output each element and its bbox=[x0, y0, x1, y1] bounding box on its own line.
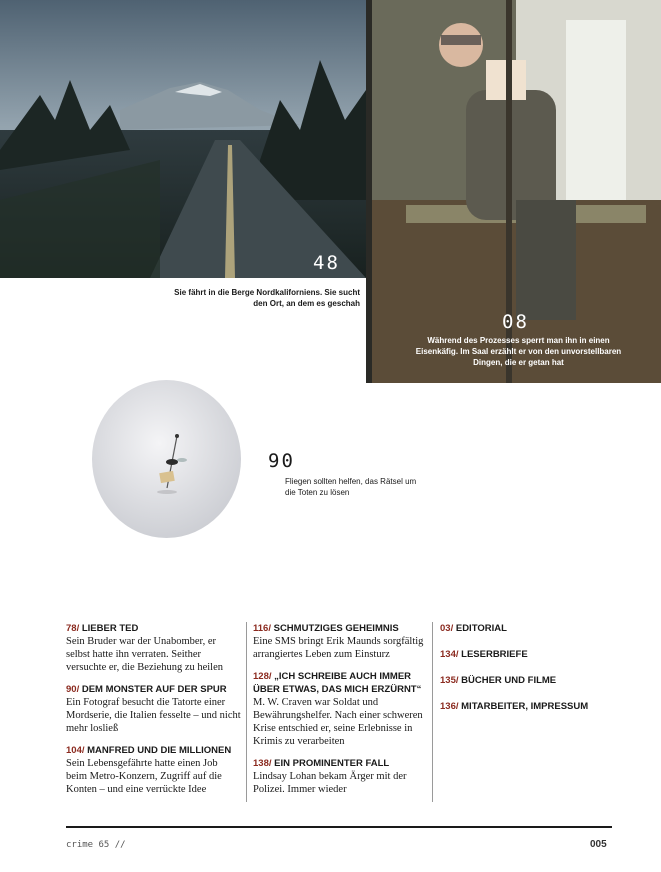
feature-number: 48 bbox=[313, 252, 340, 274]
column-divider bbox=[432, 622, 433, 802]
feature-caption: Während des Prozesses sperrt man ihn in einen Eisenkäfig. Im Saal erzählt er von den unvorstellbaren Dingen, die er getan hat bbox=[415, 336, 622, 367]
toc-page-number: 104/ bbox=[66, 745, 85, 756]
toc-description: Sein Lebensgefährte hatte einen Job beim Metro-Konzern, Zugriff auf die Konten – und eine verrückte Idee bbox=[66, 758, 222, 795]
toc-page-number: 03/ bbox=[440, 623, 454, 634]
toc-entry[interactable] bbox=[253, 622, 428, 661]
toc-entry[interactable] bbox=[66, 744, 241, 796]
toc-description: M. W. Craven war Soldat und Bewährungshelfer. Nach einer schweren Krise entschied er, seine Erlebnisse in Krimis zu verarbeiten bbox=[253, 697, 423, 747]
toc-title: MANFRED UND DIE MILLIONEN bbox=[87, 745, 232, 756]
toc-page-number: 128/ bbox=[253, 671, 272, 682]
photo-pinned-fly bbox=[92, 380, 241, 538]
footer-page-number: 005 bbox=[590, 839, 607, 850]
toc-page-number: 90/ bbox=[66, 684, 80, 695]
column-divider bbox=[246, 622, 247, 802]
toc-column-1 bbox=[66, 622, 241, 805]
toc-title: BÜCHER UND FILME bbox=[461, 675, 557, 686]
toc-entry[interactable] bbox=[66, 622, 241, 674]
toc-page-number: 135/ bbox=[440, 675, 459, 686]
toc-page-number: 134/ bbox=[440, 649, 459, 660]
feature-caption: Fliegen sollten helfen, das Rätsel um die Toten zu lösen bbox=[285, 477, 417, 497]
toc-description: Sein Bruder war der Unabomber, er selbst hatte ihn verraten. Seither versuchte er, die Beziehung zu heilen bbox=[66, 636, 224, 673]
toc-entry[interactable] bbox=[253, 670, 428, 748]
toc-page-number: 136/ bbox=[440, 701, 459, 712]
toc-entry[interactable] bbox=[440, 674, 620, 687]
toc-title: SCHMUTZIGES GEHEIMNIS bbox=[273, 623, 399, 634]
toc-description: Eine SMS bringt Erik Maunds sorgfältig arrangiertes Leben zum Einsturz bbox=[253, 636, 424, 660]
toc-title: LIEBER TED bbox=[81, 623, 139, 634]
toc-title: EDITORIAL bbox=[455, 623, 507, 634]
photo-mountain-road bbox=[0, 0, 366, 278]
feature-caption: Sie fährt in die Berge Nordkaliforniens. Sie sucht den Ort, an dem es geschah bbox=[174, 288, 360, 308]
toc-entry[interactable] bbox=[253, 757, 428, 796]
toc-page-number: 138/ bbox=[253, 758, 272, 769]
toc-entry[interactable] bbox=[440, 648, 620, 661]
toc-page-number: 78/ bbox=[66, 623, 80, 634]
toc-entry[interactable] bbox=[440, 700, 620, 713]
toc-title: MITARBEITER, IMPRESSUM bbox=[461, 701, 589, 712]
toc-title: „ICH SCHREIBE AUCH IMMER ÜBER ETWAS, DAS MICH ERZÜRNT“ bbox=[253, 671, 422, 695]
footer-rule bbox=[66, 826, 612, 828]
toc-entry[interactable] bbox=[440, 622, 620, 635]
toc-column-3 bbox=[440, 622, 620, 726]
toc-column-2 bbox=[253, 622, 428, 805]
toc-title: EIN PROMINENTER FALL bbox=[274, 758, 390, 769]
toc-description: Lindsay Lohan bekam Ärger mit der Polizei. Immer wieder bbox=[253, 771, 407, 795]
toc-title: DEM MONSTER AUF DER SPUR bbox=[81, 684, 227, 695]
toc-entry[interactable] bbox=[66, 683, 241, 735]
photo-courtroom bbox=[366, 0, 661, 383]
toc-title: LESERBRIEFE bbox=[461, 649, 528, 660]
toc-page-number: 116/ bbox=[253, 623, 271, 634]
feature-number: 08 bbox=[502, 311, 529, 333]
toc-description: Ein Fotograf besucht die Tatorte einer Mordserie, die Italien fesselte – und nicht mehr losließ bbox=[66, 697, 241, 734]
footer-magazine-issue: crime 65 // bbox=[66, 840, 126, 850]
feature-number: 90 bbox=[268, 450, 295, 472]
